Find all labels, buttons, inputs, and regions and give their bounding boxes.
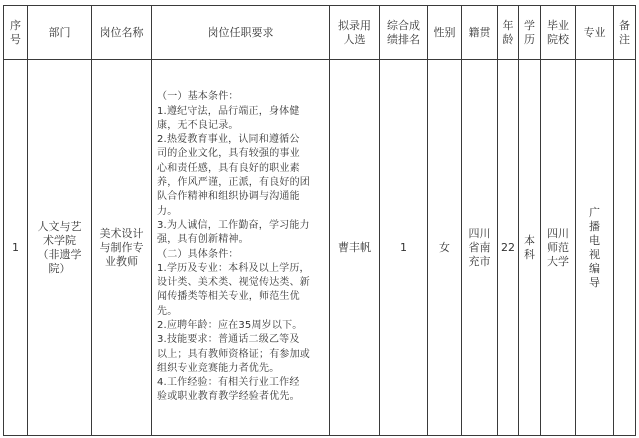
header-cell-education: 学 历 — [519, 6, 541, 60]
cell-education: 本 科 — [519, 60, 541, 436]
requirement-line: 养，作风严谨，正派，有良好的团 — [157, 177, 310, 189]
cell-gender: 女 — [428, 60, 462, 436]
requirement-line: 3.技能要求：普通话二级乙等及 — [157, 334, 300, 346]
cell-post: 美术设计 与制作专 业教师 — [92, 60, 152, 436]
header-cell-remark: 备 注 — [614, 6, 636, 60]
requirement-line: 组织专业竞赛能力者优先。 — [157, 362, 280, 374]
requirement-line: 2.应聘年龄：应在35周岁以下。 — [157, 319, 303, 331]
requirement-line: 1.遵纪守法，品行端正，身体健 — [157, 105, 300, 117]
requirement-line: 1.学历及专业：本科及以上学历， — [157, 262, 310, 274]
table-header-row — [4, 6, 636, 60]
requirement-line: 3.为人诚信，工作勤奋，学习能力 — [157, 219, 310, 231]
cell-remark — [614, 60, 636, 436]
header-cell-origin: 籍贯 — [462, 6, 498, 60]
requirement-line: 设计类、美术类、视觉传达类、新 — [157, 277, 310, 289]
header-cell-dept: 部门 — [28, 6, 92, 60]
header-cell-seq: 序 号 — [4, 6, 28, 60]
header-cell-candidate: 拟录用 人选 — [330, 6, 380, 60]
requirement-line: 先。 — [157, 305, 178, 317]
header-cell-school: 毕业 院校 — [541, 6, 576, 60]
requirement-line: （一）基本条件： — [157, 91, 239, 103]
cell-dept: 人文与艺 术学院 （非遗学 院） — [28, 60, 92, 436]
requirement-line: 4.工作经验：有相关行业工作经 — [157, 377, 300, 389]
recruitment-table — [3, 5, 636, 436]
requirement-line: 验或职业教育教学经验者优先。 — [157, 391, 300, 403]
requirement-line: 以上；具有教师资格证；有参加或 — [157, 348, 310, 360]
header-cell-rank: 综合成 绩排名 — [380, 6, 428, 60]
cell-seq: 1 — [4, 60, 28, 436]
cell-school: 四川 师范 大学 — [541, 60, 576, 436]
requirement-line: 2.热爱教育事业，认同和遵循公 — [157, 134, 300, 146]
table-row — [4, 60, 636, 436]
requirement-line: 力。 — [157, 205, 178, 217]
header-cell-major: 专业 — [576, 6, 614, 60]
cell-requirements — [152, 60, 330, 436]
requirement-line: 司的企业文化，具有较强的事业 — [157, 148, 300, 160]
requirement-line: 心和责任感，具有良好的职业素 — [157, 162, 300, 174]
requirement-line: 闻传播类等相关专业，师范生优 — [157, 291, 300, 303]
header-cell-gender: 性别 — [428, 6, 462, 60]
header-cell-requirements: 岗位任职要求 — [152, 6, 330, 60]
requirement-line: 强，具有创新精神。 — [157, 234, 249, 246]
cell-major: 广 播 电 视 编 导 — [576, 60, 614, 436]
cell-rank: 1 — [380, 60, 428, 436]
requirement-line: （二）具体条件： — [157, 248, 239, 260]
requirement-line: 队合作精神和组织协调与沟通能 — [157, 191, 300, 203]
header-cell-post: 岗位名称 — [92, 6, 152, 60]
header-cell-age: 年 龄 — [498, 6, 519, 60]
requirement-line: 康，无不良记录。 — [157, 119, 239, 131]
cell-candidate: 曹丰帆 — [330, 60, 380, 436]
cell-origin: 四川 省南 充市 — [462, 60, 498, 436]
cell-age: 22 — [498, 60, 519, 436]
